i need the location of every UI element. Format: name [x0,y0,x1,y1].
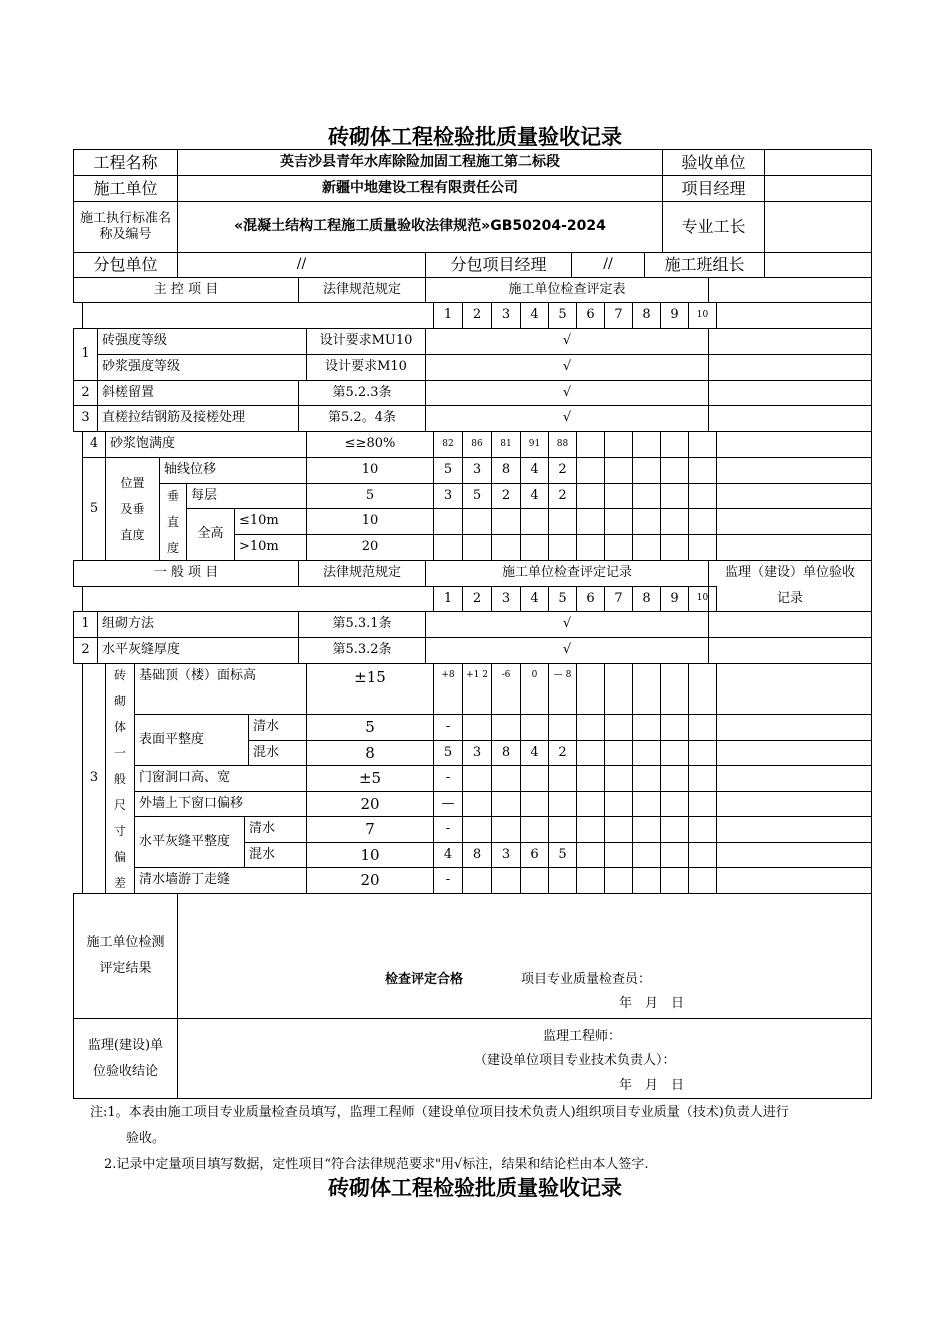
value-cell [433,508,463,535]
project-name-value: 英吉沙县青年水库除险加固工程施工第二标段 [177,149,663,176]
form-title-repeat: 砖砌体工程检验批质量验收记录 [328,1176,622,1200]
item-spec: 第5.3.2条 [298,637,426,664]
value-cell: — [433,791,463,817]
value-cell: 8 [491,457,521,484]
full-height-label: 全高 [186,508,235,561]
project-name-label: 工程名称 [73,149,178,176]
value-cell [576,816,605,843]
value-cell: 81 [491,431,521,458]
result-label: 施工单位检测评定结果 [73,893,178,1019]
supervisor-cell [716,867,872,894]
value-cell: 2 [548,457,577,484]
column-number: 2 [462,302,492,329]
item-label: 水平灰缝平整度 [134,816,245,868]
value-cell: 0 [520,663,549,715]
result-inspector: 项目专业质量检查员： [521,972,652,987]
item-check: √ [425,405,709,432]
column-number: 2 [462,586,492,612]
value-cell [632,663,661,715]
value-cell [576,483,605,509]
value-cell [632,842,661,868]
value-cell [520,867,549,894]
value-cell [632,765,661,792]
general-spec-header: 法律规范规定 [298,560,426,587]
main-control-check-header: 施工单位检查评定表 [425,277,709,303]
value-cell: 2 [548,483,577,509]
value-cell [520,714,549,741]
brick-deviation-label-char: 差 [113,875,126,890]
value-cell [462,816,492,843]
value-cell [688,842,717,868]
value-cell [604,534,633,561]
value-cell: - [433,867,463,894]
value-cell [660,816,689,843]
item-label: >10m [234,534,307,561]
value-cell [520,816,549,843]
value-cell [462,508,492,535]
item-label: 外墙上下窗口偏移 [134,791,307,817]
value-cell [576,457,605,484]
verticality-label-char: 度 [166,541,179,555]
value-cell [604,663,633,715]
notes [90,1100,870,1178]
item-spec: 10 [306,842,434,868]
note-line-2: 2.记录中定量项目填写数据，定性项目“符合法律规范要求"用√标注，结果和结论栏由本人签字. [104,1157,649,1172]
value-cell [688,740,717,766]
value-cell: 82 [433,431,463,458]
value-cell: 5 [433,457,463,484]
brick-deviation-label-char: 寸 [113,823,126,838]
item-label: 轴线位移 [159,457,307,484]
brick-deviation-label [105,663,135,894]
column-number: 7 [604,586,633,612]
form-title: 砖砌体工程检验批质量验收记录 [328,125,622,149]
value-cell: 5 [433,740,463,766]
value-cell [604,740,633,766]
position-vertical-label-char: 直度 [120,528,145,542]
value-cell: 3 [462,740,492,766]
brick-deviation-label-char: 尺 [113,797,126,812]
item-spec: 5 [306,714,434,741]
value-cell [688,431,717,458]
standard-label: 施工执行标准名称及编号 [73,201,178,253]
result-conclusion: 检查评定合格 [385,972,464,987]
item-spec: ≤≥80% [306,431,434,458]
value-cell [462,765,492,792]
value-cell [632,740,661,766]
column-number: 6 [576,586,605,612]
value-cell: 3 [433,483,463,509]
general-check-header: 施工单位检查评定记录 [425,560,709,587]
brick-deviation-label-char: 砌 [113,693,126,708]
value-cell [688,714,717,741]
supervisor-cell [716,816,872,843]
value-cell [632,816,661,843]
subcontractor-label: 分包单位 [73,252,178,278]
verticality-label-char: 垂 [166,489,179,503]
value-cell: 3 [491,842,521,868]
acceptance-unit-label: 验收单位 [662,149,765,176]
item-spec: 10 [306,508,434,535]
brick-deviation-label-char: 砖 [113,667,126,682]
item-label: 砂浆饱满度 [105,431,307,458]
column-number-tail [716,302,872,329]
column-number: 4 [520,586,549,612]
item-spec: 7 [306,816,434,843]
project-manager-value [764,175,872,202]
brick-deviation-label-char: 偏 [113,849,126,864]
supervision-date: 年 月 日 [619,1078,685,1093]
supervisor-cell [708,354,872,381]
value-cell [688,663,717,715]
item-spec: 20 [306,867,434,894]
value-cell: 4 [520,457,549,484]
column-number: 5 [548,586,577,612]
value-cell [660,483,689,509]
value-cell [576,714,605,741]
supervisor-cell [716,431,872,458]
value-cell [688,483,717,509]
value-cell [660,791,689,817]
value-cell [660,457,689,484]
value-cell: 88 [548,431,577,458]
item-number: 1 [73,611,98,638]
item-number: 2 [73,637,98,664]
item-label: 砖强度等级 [97,328,307,355]
column-number-blank [82,302,434,329]
value-cell [491,534,521,561]
value-cell [632,457,661,484]
item-label: 砂浆强度等级 [97,354,307,381]
item-label: 清水 [248,714,307,741]
item-number: 2 [73,380,98,406]
value-cell [604,842,633,868]
supervisor-cell [708,637,872,664]
foreman-value [764,201,872,253]
value-cell [576,867,605,894]
supervisor-cell [716,457,872,484]
column-number: 6 [576,302,605,329]
value-cell [491,816,521,843]
item-number: 4 [82,431,106,458]
supervision-owner: （建设单位项目专业技术负责人）： [474,1053,676,1068]
acceptance-unit-value [764,149,872,176]
value-cell [491,714,521,741]
sub-pm-label: 分包项目经理 [425,252,572,278]
item-spec: 第5.3.1条 [298,611,426,638]
verticality-label-char: 直 [166,515,179,529]
value-cell [632,508,661,535]
value-cell [660,765,689,792]
value-cell [604,816,633,843]
supervisor-cell [716,714,872,741]
general-label: 一 般 项 目 [73,560,299,587]
item-label: 清水墙游丁走缝 [134,867,307,894]
value-cell [548,791,577,817]
note-line-1: 注:1。本表由施工项目专业质量检查员填写，监理工程师（建设单位项目技术负责人)组织项目专业质量（技术)负责人进行 [90,1105,789,1120]
column-number-blank [82,586,434,612]
main-control-spec-header: 法律规范规定 [298,277,426,303]
item-check: √ [425,637,709,664]
item-label: 组砌方法 [97,611,299,638]
supervisor-cell [716,483,872,509]
column-number: 9 [660,302,689,329]
value-cell: 3 [462,457,492,484]
value-cell [433,534,463,561]
supervisor-cell [716,740,872,766]
supervisor-header: 监理（建设）单位验收记录 [708,560,872,612]
supervisor-cell [716,765,872,792]
brick-deviation-label-char: 体 [113,719,126,734]
item-spec: 10 [306,457,434,484]
value-cell [688,816,717,843]
value-cell [576,791,605,817]
value-cell [604,791,633,817]
item-spec: ±15 [306,663,434,715]
column-number: 7 [604,302,633,329]
value-cell [632,483,661,509]
item-spec: 第5.2.3条 [298,380,426,406]
value-cell: 6 [520,842,549,868]
item-label: 水平灰缝厚度 [97,637,299,664]
column-number: 10 [688,302,717,329]
item-spec: 5 [306,483,434,509]
value-cell [491,765,521,792]
column-number: 10 [688,586,717,612]
column-number: 8 [632,586,661,612]
item-spec: 设计要求MU10 [306,328,426,355]
sub-pm-value: // [571,252,645,278]
column-number: 8 [632,302,661,329]
team-leader-value [764,252,872,278]
value-cell: 8 [491,740,521,766]
standard-value: «混凝土结构工程施工质量验收法律规范»GB50204-2024 [177,201,663,253]
value-cell: 8 [462,842,492,868]
value-cell [576,765,605,792]
column-number: 3 [491,586,521,612]
value-cell [604,714,633,741]
value-cell: +1 2 [462,663,492,715]
item-number: 1 [73,328,98,381]
item-label: 混水 [244,842,307,868]
item-check: √ [425,611,709,638]
item-label: 清水 [244,816,307,843]
supervision-box [177,1018,872,1099]
value-cell: 4 [520,740,549,766]
value-cell [462,791,492,817]
value-cell [491,867,521,894]
value-cell [576,842,605,868]
value-cell [632,714,661,741]
value-cell: - [433,816,463,843]
item-check: √ [425,328,709,355]
value-cell [604,457,633,484]
value-cell: 4 [433,842,463,868]
position-vertical-label [105,457,160,561]
item-label: ≤10m [234,508,307,535]
note-line-1b: 验收。 [126,1131,166,1146]
value-cell [604,508,633,535]
main-control-blank [708,277,872,303]
column-number: 1 [433,302,463,329]
value-cell [632,431,661,458]
project-manager-label: 项目经理 [662,175,765,202]
value-cell: - [433,714,463,741]
item-label: 斜槎留置 [97,380,299,406]
value-cell: -6 [491,663,521,715]
value-cell [491,791,521,817]
value-cell [660,534,689,561]
supervisor-cell [716,508,872,535]
supervisor-cell [708,405,872,432]
value-cell: 5 [462,483,492,509]
construction-unit-label: 施工单位 [73,175,178,202]
supervision-label: 监理(建设)单位验收结论 [73,1018,178,1099]
value-cell: 5 [548,842,577,868]
item-spec: 第5.2。4条 [298,405,426,432]
value-cell [660,867,689,894]
value-cell [660,508,689,535]
item-spec: 设计要求M10 [306,354,426,381]
item-number: 5 [82,457,106,561]
item-label: 直槎拉结钢筋及接槎处理 [97,405,299,432]
foreman-label: 专业工长 [662,201,765,253]
supervision-engineer: 监理工程师： [543,1029,622,1044]
item-number: 3 [82,663,106,894]
value-cell [520,791,549,817]
column-number: 9 [660,586,689,612]
item-spec: ±5 [306,765,434,792]
team-leader-label: 施工班组长 [644,252,765,278]
value-cell [604,483,633,509]
subcontractor-value: // [177,252,426,278]
item-spec: 8 [306,740,434,766]
value-cell [576,431,605,458]
value-cell [604,867,633,894]
supervisor-cell [716,534,872,561]
item-spec: 20 [306,791,434,817]
position-vertical-label-char: 位置 [120,476,145,490]
item-label: 每层 [186,483,307,509]
value-cell [604,431,633,458]
value-cell: 4 [520,483,549,509]
item-check: √ [425,354,709,381]
item-check: √ [425,380,709,406]
value-cell: +8 [433,663,463,715]
item-label: 基础顶（楼）面标高 [134,663,307,715]
value-cell [576,534,605,561]
column-number: 4 [520,302,549,329]
supervisor-cell [716,663,872,715]
value-cell [688,457,717,484]
item-label: 表面平整度 [134,714,249,766]
value-cell: — 8 [548,663,577,715]
position-vertical-label-char: 及垂 [120,502,145,516]
item-label: 混水 [248,740,307,766]
value-cell [576,740,605,766]
value-cell [688,791,717,817]
value-cell [548,534,577,561]
brick-deviation-label-char: 般 [113,771,126,786]
value-cell [520,534,549,561]
column-number: 5 [548,302,577,329]
value-cell [548,816,577,843]
brick-deviation-label-char: 一 [113,745,126,760]
value-cell [462,714,492,741]
value-cell [688,765,717,792]
value-cell: 2 [548,740,577,766]
value-cell [491,508,521,535]
verticality-label [159,483,187,561]
main-control-label: 主 控 项 目 [73,277,299,303]
supervisor-cell [716,791,872,817]
value-cell [548,765,577,792]
column-number: 3 [491,302,521,329]
supervisor-cell [708,380,872,406]
item-number: 3 [73,405,98,432]
item-spec: 20 [306,534,434,561]
construction-unit-value: 新疆中地建设工程有限责任公司 [177,175,663,202]
value-cell [632,534,661,561]
value-cell [688,867,717,894]
value-cell [632,791,661,817]
value-cell [548,714,577,741]
item-label: 门窗洞口高、宽 [134,765,307,792]
result-date: 年 月 日 [619,996,685,1011]
value-cell [660,431,689,458]
value-cell [462,534,492,561]
value-cell [520,765,549,792]
value-cell [660,740,689,766]
value-cell [660,663,689,715]
supervisor-cell [716,842,872,868]
value-cell: 2 [491,483,521,509]
column-number: 1 [433,586,463,612]
value-cell [576,663,605,715]
value-cell [660,842,689,868]
value-cell [520,508,549,535]
value-cell [576,508,605,535]
supervisor-cell [708,611,872,638]
value-cell: 91 [520,431,549,458]
value-cell [688,508,717,535]
value-cell [462,867,492,894]
value-cell [660,714,689,741]
value-cell [688,534,717,561]
value-cell: 86 [462,431,492,458]
result-box [177,893,872,1019]
supervisor-cell [708,328,872,355]
value-cell: - [433,765,463,792]
value-cell [548,508,577,535]
value-cell [548,867,577,894]
value-cell [604,765,633,792]
value-cell [632,867,661,894]
